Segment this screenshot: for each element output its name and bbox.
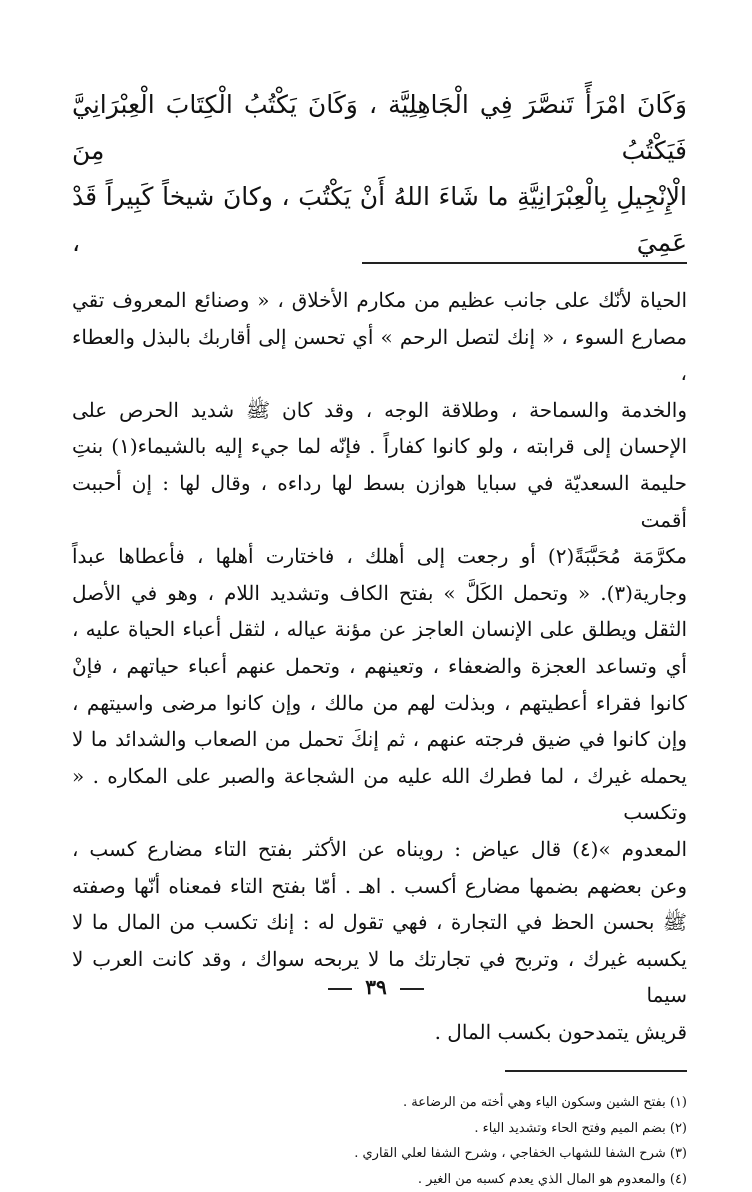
- body-line: المعدوم »(٤) قال عياض : رويناه عن الأكثر بفتح التاء مضارع كسب ،: [72, 836, 687, 861]
- body-line: مكرَّمَة مُحَبَّبَةً(٢) أو رجعت إلى أهلك ، فاختارت أهلها ، فأعطاها عبداً: [72, 544, 687, 569]
- footnote-1: (١) بفتح الشين وسكون الياء وهي أخته من الرضاعة .: [403, 1095, 687, 1111]
- commentary-body: [72, 282, 687, 1050]
- body-line: وإن كانوا في ضيق فرجته عنهم ، ثم إنكَ تحمل من الصعاب والشدائد ما لا: [72, 727, 687, 752]
- body-line: الثقل ويطلق على الإنسان العاجز عن مؤنة عياله ، لثقل أعباء الحياة عليه ،: [72, 617, 687, 642]
- page-number-value: ٣٩: [365, 975, 387, 999]
- body-line: مصارع السوء ، « إنك لتصل الرحم » أي تحسن إلى أقاربك بالبذل والعطاء ،: [72, 324, 687, 386]
- footnotes: [72, 1090, 687, 1192]
- body-line: ﷺ بحسن الحظ في التجارة ، فهي تقول له : إنك تكسب من المال ما لا: [72, 910, 687, 935]
- footnote-3: (٣) شرح الشفا للشهاب الخفاجي ، وشرح الشفا لعلي القاري .: [354, 1146, 687, 1162]
- body-line: وجارية(٣). « وتحمل الكَلَّ » بفتح الكاف وتشديد اللام ، وهو في الأصل: [72, 580, 687, 605]
- body-line: حليمة السعديّة في سبايا هوازن بسط لها رداءه ، وقال لها : إن أحببت أقمت: [72, 470, 687, 532]
- page-number-dash-left: [328, 988, 352, 990]
- hadith-quote: [72, 82, 687, 266]
- page-number-dash-right: [400, 988, 424, 990]
- body-line: يكسبه غيرك ، وتربح في تجارتك ما لا يربحه سواك ، وقد كانت العرب لا سيما: [72, 946, 687, 1008]
- body-line: كانوا فقراء أعطيتهم ، وبذلت لهم من مالك ، وإن كانوا مرضى واسيتهم ،: [72, 690, 687, 715]
- body-line: الحياة لأنّك على جانب عظيم من مكارم الأخلاق ، « وصنائع المعروف تقي: [72, 288, 687, 312]
- body-line: والخدمة والسماحة ، وطلاقة الوجه ، وقد كان ﷺ شديد الحرص على: [72, 397, 687, 422]
- body-line: الإحسان إلى قرابته ، ولو كانوا كفاراً . فإنّه لما جيء إليه بالشيماء(١) بنتِ: [72, 434, 688, 459]
- footnote-separator: [505, 1070, 687, 1072]
- body-line: قريش يتمدحون بكسب المال .: [434, 1019, 687, 1044]
- body-line: وعن بعضهم بضمها مضارع أكسب . اهـ . أمّا بفتح التاء فمعناه أنّها وصفته: [72, 873, 687, 898]
- footnote-4: (٤) والمعدوم هو المال الذي يعدم كسبه من الغير .: [417, 1171, 687, 1187]
- quote-line-1: وَكَانَ امْرَأً تَنصَّرَ فِي الْجَاهِلِيَّة ، وَكَانَ يَكْتُبُ الْكِتَابَ الْعِبْرَانِيَّ فَيَكْتُبُ مِنَ: [72, 90, 687, 165]
- body-line: أي وتساعد العجزة والضعفاء ، وتعينهم ، وتحمل عنهم أعباء حياتهم ، فإنْ: [72, 653, 687, 678]
- footnote-2: (٢) بضم الميم وفتح الحاء وتشديد الياء .: [474, 1120, 687, 1136]
- book-page: [72, 82, 688, 1187]
- quote-line-2: الْإِنْجِيلِ بِالْعِبْرَانِيَّةِ ما شَاءَ اللهُ أَنْ يَكْتُبَ ، وكانَ شيخاً كَبِيراً قَدْ عَمِيَ ،: [72, 182, 687, 257]
- page-number: [0, 975, 752, 999]
- body-line: يحمله غيرك ، لما فطرك الله عليه من الشجاعة والصبر على المكاره . « وتكسب: [72, 763, 687, 825]
